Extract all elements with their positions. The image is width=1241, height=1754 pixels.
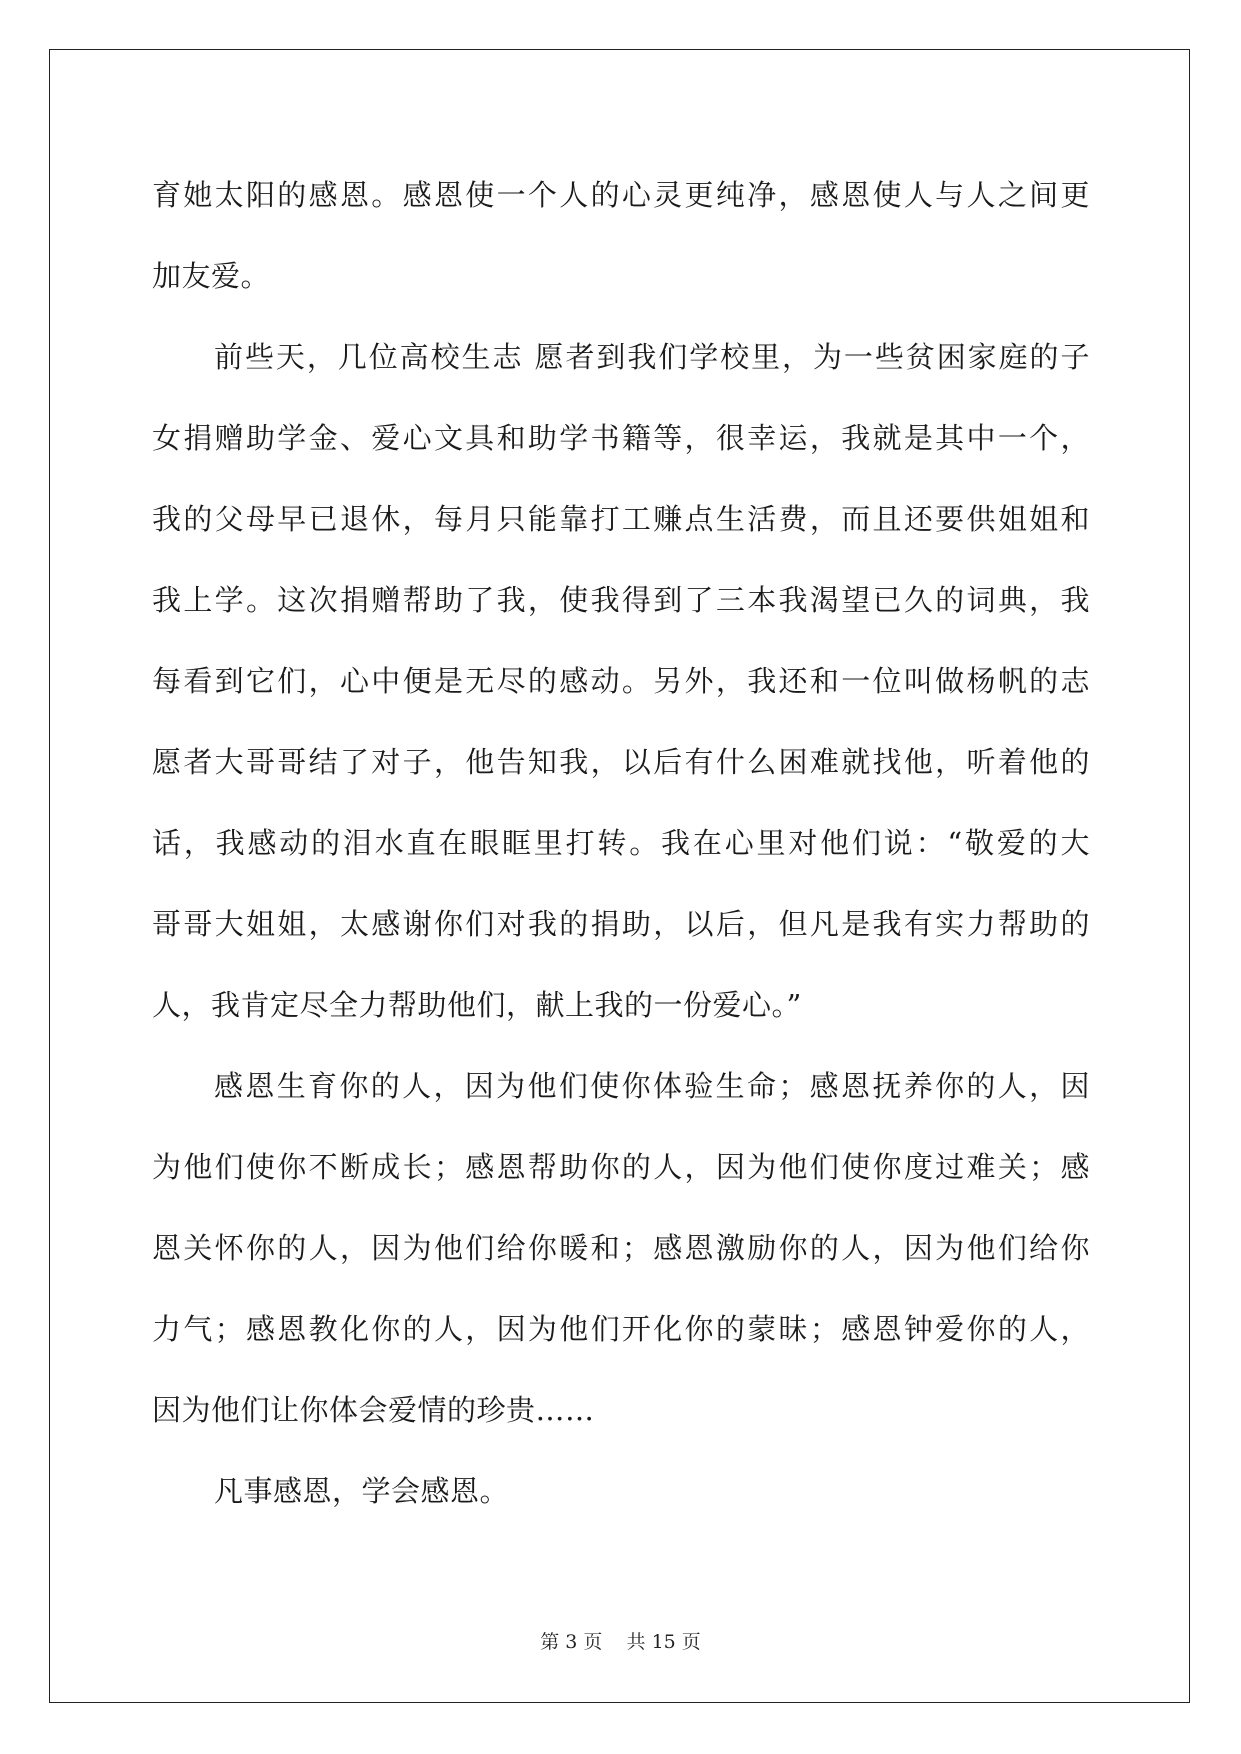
text-line: 女捐赠助学金、爱心文具和助学书籍等，很幸运，我就是其中一个， bbox=[152, 421, 1090, 455]
text-line: 人，我肯定尽全力帮助他们，献上我的一份爱心。” bbox=[152, 988, 802, 1022]
text-line: 加友爱。 bbox=[152, 259, 271, 293]
paragraph-start-line: 前些天，几位高校生志 愿者到我们学校里，为一些贫困家庭的子 bbox=[214, 340, 1090, 374]
text-line: 哥哥大姐姐，太感谢你们对我的捐助，以后，但凡是我有实力帮助的 bbox=[152, 907, 1090, 941]
text-line: 每看到它们，心中便是无尽的感动。另外，我还和一位叫做杨帆的志 bbox=[152, 664, 1090, 698]
text-line: 恩关怀你的人，因为他们给你暖和；感恩激励你的人，因为他们给你 bbox=[152, 1231, 1090, 1265]
text-line: 话，我感动的泪水直在眼眶里打转。我在心里对他们说：“敬爱的大 bbox=[152, 826, 1090, 860]
paragraph-start-line: 感恩生育你的人，因为他们使你体验生命；感恩抚养你的人，因 bbox=[214, 1069, 1090, 1103]
text-line: 我上学。这次捐赠帮助了我，使我得到了三本我渴望已久的词典，我 bbox=[152, 583, 1090, 617]
text-line: 愿者大哥哥结了对子，他告知我，以后有什么困难就找他，听着他的 bbox=[152, 745, 1090, 779]
text-line: 力气；感恩教化你的人，因为他们开化你的蒙昧；感恩钟爱你的人， bbox=[152, 1312, 1090, 1346]
text-line: 为他们使你不断成长；感恩帮助你的人，因为他们使你度过难关；感 bbox=[152, 1150, 1090, 1184]
text-line: 育她太阳的感恩。感恩使一个人的心灵更纯净，感恩使人与人之间更 bbox=[152, 178, 1090, 212]
text-line: 因为他们让你体会爱情的珍贵…… bbox=[152, 1393, 595, 1427]
paragraph-start-line: 凡事感恩，学会感恩。 bbox=[214, 1474, 510, 1508]
document-body bbox=[152, 155, 1090, 1532]
page-number-footer: 第 3 页 共 15 页 bbox=[540, 1631, 701, 1653]
text-line: 我的父母早已退休，每月只能靠打工赚点生活费，而且还要供姐姐和 bbox=[152, 502, 1090, 536]
